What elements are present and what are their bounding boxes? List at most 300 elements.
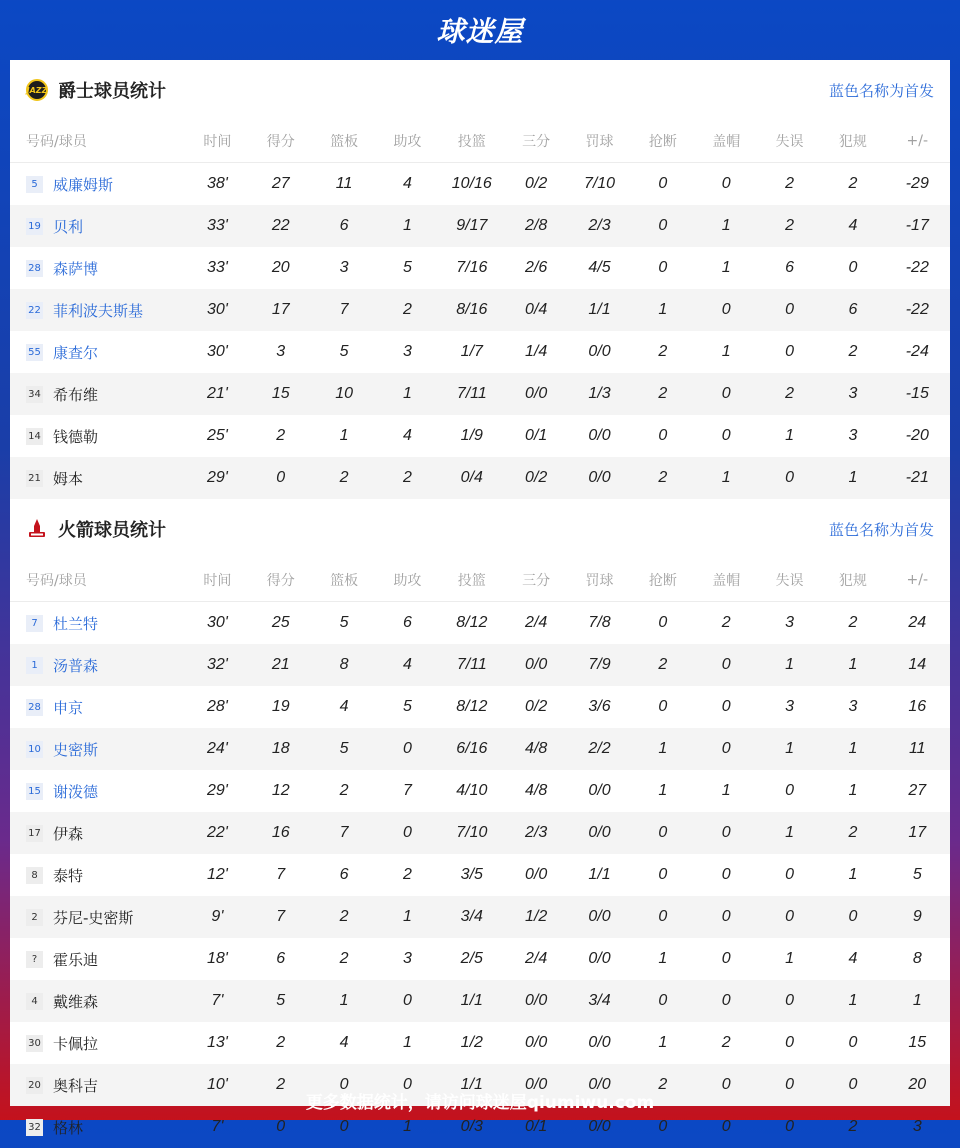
stat-cell: 0 bbox=[631, 205, 694, 247]
stat-cell: 8/12 bbox=[456, 698, 488, 715]
stat-cell: 3 bbox=[276, 343, 286, 360]
stat-cell: 25 bbox=[271, 614, 290, 631]
stat-cell: 4/5 bbox=[588, 259, 611, 276]
stat-cell: 3 bbox=[848, 427, 858, 444]
column-header: 篮板 bbox=[312, 559, 375, 602]
stat-cell: 0 bbox=[785, 1118, 794, 1135]
jersey-number-badge: 34 bbox=[26, 386, 43, 403]
player-row bbox=[10, 896, 950, 938]
player-row bbox=[10, 938, 950, 980]
stat-cell: 0 bbox=[721, 427, 731, 444]
stat-cell: 1 bbox=[695, 457, 758, 499]
player-name[interactable]: 希布维 bbox=[53, 385, 99, 404]
jazz-stats-table bbox=[10, 120, 950, 499]
stat-cell: 0 bbox=[785, 343, 794, 360]
jersey-number-badge: 55 bbox=[26, 344, 43, 361]
stat-cell: 1 bbox=[758, 728, 821, 770]
column-header: 助攻 bbox=[376, 120, 439, 163]
stat-cell: 2/3 bbox=[568, 205, 631, 247]
stat-cell: 1 bbox=[339, 427, 349, 444]
stat-cell: 2/2 bbox=[568, 728, 631, 770]
stat-cell: 3/5 bbox=[460, 866, 483, 883]
player-row bbox=[10, 1022, 950, 1064]
column-header: 时间 bbox=[186, 559, 249, 602]
stat-cell: 2 bbox=[276, 1034, 286, 1051]
stat-cell: 0 bbox=[721, 950, 731, 967]
stat-cell: 0 bbox=[821, 896, 884, 938]
player-cell bbox=[10, 938, 186, 980]
stat-cell: 7/16 bbox=[456, 259, 488, 276]
stat-cell: 0/0 bbox=[568, 896, 631, 938]
stat-cell: 1 bbox=[376, 896, 439, 938]
stat-cell: 3 bbox=[339, 259, 349, 276]
stat-cell: 7' bbox=[186, 980, 249, 1022]
column-header: 投篮 bbox=[439, 559, 504, 602]
rockets-header-row bbox=[10, 559, 950, 602]
stat-cell: 7' bbox=[211, 1118, 224, 1135]
player-cell bbox=[10, 854, 186, 896]
player-cell bbox=[10, 415, 186, 457]
stat-cell: 20 bbox=[885, 1064, 950, 1106]
stat-cell: 1 bbox=[658, 782, 668, 799]
stat-cell: 1 bbox=[821, 457, 884, 499]
stat-cell: 3/4 bbox=[439, 896, 504, 938]
player-row bbox=[10, 644, 950, 686]
stat-cell: 29' bbox=[186, 457, 249, 499]
stat-cell: 17 bbox=[249, 289, 312, 331]
jersey-number-badge: ? bbox=[26, 951, 43, 968]
column-header: 罚球 bbox=[568, 120, 631, 163]
stat-cell: 0/3 bbox=[460, 1118, 483, 1135]
player-name[interactable]: 申京 bbox=[53, 698, 84, 717]
stat-cell: 0/4 bbox=[439, 457, 504, 499]
player-cell bbox=[10, 1022, 186, 1064]
player-name[interactable]: 史密斯 bbox=[53, 740, 99, 759]
stat-cell: 1 bbox=[402, 1118, 412, 1135]
stat-cell: 0 bbox=[758, 896, 821, 938]
column-header: 时间 bbox=[186, 120, 249, 163]
column-header: 三分 bbox=[505, 559, 568, 602]
column-header: 抢断 bbox=[631, 120, 694, 163]
player-row bbox=[10, 163, 950, 206]
player-name[interactable]: 霍乐迪 bbox=[53, 950, 99, 969]
stat-cell: 24 bbox=[908, 614, 927, 631]
stat-cell: 2/4 bbox=[525, 614, 548, 631]
stat-cell: 4/8 bbox=[505, 728, 568, 770]
stat-cell: 30' bbox=[186, 289, 249, 331]
stat-cell: 0/0 bbox=[568, 457, 631, 499]
player-cell bbox=[10, 896, 186, 938]
stat-cell: 5 bbox=[402, 698, 412, 715]
stat-cell: -22 bbox=[885, 289, 950, 331]
stat-cell: 30' bbox=[206, 343, 228, 360]
stat-cell: 1/1 bbox=[439, 980, 504, 1022]
player-row bbox=[10, 812, 950, 854]
stat-cell: 1 bbox=[658, 950, 668, 967]
stat-cell: 2/3 bbox=[505, 812, 568, 854]
stat-cell: -29 bbox=[905, 175, 929, 192]
column-header: +/- bbox=[885, 120, 950, 163]
jersey-number-badge: 1 bbox=[26, 657, 43, 674]
stat-cell: 12' bbox=[206, 866, 228, 883]
stat-cell: 0 bbox=[721, 1118, 731, 1135]
jersey-number-badge: 14 bbox=[26, 428, 43, 445]
column-header: 三分 bbox=[505, 120, 568, 163]
player-name[interactable]: 格林 bbox=[53, 1118, 84, 1137]
jazz-header-row bbox=[10, 120, 950, 163]
stat-cell: 32' bbox=[186, 644, 249, 686]
stat-cell: 0 bbox=[658, 175, 668, 192]
stat-cell: 4/8 bbox=[525, 782, 548, 799]
stat-cell: 16 bbox=[249, 812, 312, 854]
stat-cell: 0 bbox=[758, 980, 821, 1022]
column-header: 抢断 bbox=[631, 559, 694, 602]
column-header: 犯规 bbox=[821, 559, 884, 602]
stat-cell: 7/10 bbox=[583, 175, 616, 192]
jersey-number-badge: 10 bbox=[26, 741, 43, 758]
stat-cell: 0/2 bbox=[525, 698, 548, 715]
player-cell bbox=[10, 686, 186, 728]
stat-cell: 2/5 bbox=[460, 950, 483, 967]
stat-cell: 22 bbox=[249, 205, 312, 247]
stat-cell: 21 bbox=[249, 644, 312, 686]
stat-cell: 0/0 bbox=[568, 1064, 631, 1106]
player-cell bbox=[10, 728, 186, 770]
player-name[interactable]: 奥科吉 bbox=[53, 1076, 99, 1095]
stat-cell: 1 bbox=[721, 343, 731, 360]
stat-cell: 18' bbox=[206, 950, 228, 967]
jersey-number-badge: 4 bbox=[26, 993, 43, 1010]
column-header: 篮板 bbox=[312, 120, 375, 163]
player-cell bbox=[10, 602, 186, 645]
player-cell bbox=[10, 980, 186, 1022]
stat-cell: 0 bbox=[695, 812, 758, 854]
player-name[interactable]: 钱德勒 bbox=[53, 427, 99, 446]
player-name[interactable]: 威廉姆斯 bbox=[53, 175, 114, 194]
stat-cell: 0 bbox=[695, 1064, 758, 1106]
player-name[interactable]: 菲利波夫斯基 bbox=[53, 301, 144, 320]
stat-cell: 10 bbox=[312, 373, 375, 415]
stat-cell: 0 bbox=[758, 1064, 821, 1106]
stat-cell: 0 bbox=[848, 259, 858, 276]
stat-cell: 6 bbox=[339, 866, 349, 883]
stat-cell: 1 bbox=[402, 1034, 412, 1051]
stat-cell: 0/1 bbox=[525, 1118, 548, 1135]
stat-cell: 19 bbox=[271, 698, 290, 715]
stat-cell: 0 bbox=[631, 896, 694, 938]
jazz-section-header bbox=[10, 60, 950, 120]
stat-cell: 9/17 bbox=[439, 205, 504, 247]
stat-cell: 2 bbox=[821, 812, 884, 854]
stat-cell: 0 bbox=[658, 259, 668, 276]
stat-cell: 1 bbox=[631, 728, 694, 770]
stat-cell: 3 bbox=[402, 950, 412, 967]
stat-cell: 0 bbox=[721, 175, 731, 192]
stat-cell: 2/6 bbox=[525, 259, 548, 276]
jersey-number-badge: 17 bbox=[26, 825, 43, 842]
player-cell bbox=[10, 812, 186, 854]
stat-cell: -22 bbox=[905, 259, 929, 276]
stat-cell: 0/0 bbox=[588, 1034, 611, 1051]
stat-cell: 0 bbox=[758, 457, 821, 499]
player-name[interactable]: 戴维森 bbox=[53, 992, 99, 1011]
stat-cell: 0/0 bbox=[505, 373, 568, 415]
stat-cell: 2 bbox=[848, 343, 858, 360]
stat-cell: 3/6 bbox=[588, 698, 611, 715]
stat-cell: 1 bbox=[821, 980, 884, 1022]
jersey-number-badge: 7 bbox=[26, 615, 43, 632]
stat-cell: 1 bbox=[885, 980, 950, 1022]
player-cell bbox=[10, 247, 186, 289]
player-cell bbox=[10, 331, 186, 373]
footer-banner: 更多数据统计，请访问球迷屋qiumiwu.com bbox=[305, 1092, 655, 1113]
stat-cell: 7/10 bbox=[439, 812, 504, 854]
stat-cell: 12 bbox=[271, 782, 290, 799]
stat-cell: 0 bbox=[376, 1064, 439, 1106]
jazz-starter-note: 蓝色名称为首发 bbox=[828, 81, 934, 100]
stat-cell: 2 bbox=[339, 950, 349, 967]
stat-cell: 7 bbox=[276, 866, 286, 883]
player-cell bbox=[10, 373, 186, 415]
stat-cell: 5 bbox=[339, 343, 349, 360]
column-header: 盖帽 bbox=[695, 120, 758, 163]
stat-cell: 0/2 bbox=[525, 175, 548, 192]
stat-cell: 1 bbox=[695, 205, 758, 247]
stat-cell: 6 bbox=[312, 205, 375, 247]
stat-cell: 38' bbox=[206, 175, 228, 192]
stat-cell: 1 bbox=[376, 205, 439, 247]
jersey-number-badge: 15 bbox=[26, 783, 43, 800]
player-row bbox=[10, 373, 950, 415]
stat-cell: 4 bbox=[821, 205, 884, 247]
stat-cell: 0/0 bbox=[588, 782, 611, 799]
stat-cell: 2/8 bbox=[505, 205, 568, 247]
stat-cell: 0 bbox=[376, 812, 439, 854]
stat-cell: 22' bbox=[186, 812, 249, 854]
stat-cell: 1 bbox=[848, 866, 858, 883]
stat-cell: 7/11 bbox=[439, 373, 504, 415]
stat-cell: 0/0 bbox=[525, 866, 548, 883]
stat-cell: 0 bbox=[276, 1118, 286, 1135]
player-name[interactable]: 森萨博 bbox=[53, 259, 99, 278]
stat-cell: 7/8 bbox=[588, 614, 611, 631]
column-header: +/- bbox=[885, 559, 950, 602]
stat-cell: 13' bbox=[206, 1034, 228, 1051]
stat-cell: 3 bbox=[402, 343, 412, 360]
stat-cell: 0 bbox=[758, 289, 821, 331]
stat-cell: 0 bbox=[695, 896, 758, 938]
stat-cell: 0 bbox=[721, 866, 731, 883]
stat-cell: 0/0 bbox=[568, 812, 631, 854]
stat-cell: 2 bbox=[376, 457, 439, 499]
stat-cell: 0 bbox=[785, 866, 794, 883]
stat-cell: 33' bbox=[206, 259, 228, 276]
stat-cell: 2 bbox=[848, 1118, 858, 1135]
column-header: 失误 bbox=[758, 120, 821, 163]
player-cell bbox=[10, 644, 186, 686]
stat-cell: 1 bbox=[785, 950, 794, 967]
stat-cell: 28' bbox=[206, 698, 228, 715]
stat-cell: 1 bbox=[721, 782, 731, 799]
stat-cell: 0/0 bbox=[588, 1118, 611, 1135]
player-row bbox=[10, 415, 950, 457]
stat-cell: 3 bbox=[912, 1118, 922, 1135]
stat-cell: 15 bbox=[908, 1034, 927, 1051]
stat-cell: 3 bbox=[821, 373, 884, 415]
jersey-number-badge: 28 bbox=[26, 260, 43, 277]
player-row bbox=[10, 247, 950, 289]
stat-cell: 1 bbox=[631, 289, 694, 331]
column-header: 罚球 bbox=[568, 559, 631, 602]
stat-cell: 7/9 bbox=[568, 644, 631, 686]
stat-cell: 2 bbox=[721, 614, 731, 631]
stat-cell: 4 bbox=[339, 1034, 349, 1051]
stat-cell: 4/10 bbox=[456, 782, 488, 799]
player-name[interactable]: 芬尼-史密斯 bbox=[53, 908, 134, 927]
column-header: 号码/球员 bbox=[10, 559, 186, 602]
column-header: 投篮 bbox=[439, 120, 504, 163]
stat-cell: 1 bbox=[312, 980, 375, 1022]
stat-cell: 0/0 bbox=[505, 980, 568, 1022]
stat-cell: 8/12 bbox=[456, 614, 488, 631]
stat-cell: 5 bbox=[249, 980, 312, 1022]
stat-cell: 1/3 bbox=[568, 373, 631, 415]
jersey-number-badge: 8 bbox=[26, 867, 43, 884]
stat-cell: 5 bbox=[339, 614, 349, 631]
stat-cell: 7 bbox=[249, 896, 312, 938]
stat-cell: 0 bbox=[658, 698, 668, 715]
player-cell bbox=[10, 163, 186, 206]
stat-cell: 24' bbox=[186, 728, 249, 770]
stat-cell: 1/2 bbox=[505, 896, 568, 938]
stat-cell: 4 bbox=[339, 698, 349, 715]
stat-cell: 3 bbox=[848, 698, 858, 715]
player-name[interactable]: 卡佩拉 bbox=[53, 1034, 99, 1053]
stat-cell: 7 bbox=[402, 782, 412, 799]
stat-cell: 0 bbox=[695, 373, 758, 415]
player-name[interactable]: 谢泼德 bbox=[53, 782, 99, 801]
stat-cell: 1/1 bbox=[439, 1064, 504, 1106]
column-header: 得分 bbox=[249, 559, 312, 602]
stat-cell: 2 bbox=[848, 175, 858, 192]
jersey-number-badge: 5 bbox=[26, 176, 43, 193]
stat-cell: 15 bbox=[249, 373, 312, 415]
stat-cell: 0 bbox=[695, 289, 758, 331]
stat-cell: 2 bbox=[758, 373, 821, 415]
stat-cell: 4 bbox=[848, 950, 858, 967]
stat-cell: 0 bbox=[312, 1064, 375, 1106]
player-cell bbox=[10, 457, 186, 499]
stat-cell: 11 bbox=[885, 728, 950, 770]
jazz-logo-icon: JAZZ bbox=[26, 79, 48, 101]
stat-cell: 7 bbox=[312, 289, 375, 331]
player-cell bbox=[10, 205, 186, 247]
stat-cell: 2 bbox=[276, 427, 286, 444]
stat-cell: 0 bbox=[376, 980, 439, 1022]
jazz-section-title: 爵士球员统计 bbox=[58, 81, 166, 102]
rockets-stats-table bbox=[10, 559, 950, 1148]
stat-cell: 2/4 bbox=[525, 950, 548, 967]
stat-cell: 18 bbox=[249, 728, 312, 770]
stat-cell: 2 bbox=[376, 289, 439, 331]
player-name[interactable]: 汤普森 bbox=[53, 656, 99, 675]
stat-cell: 6 bbox=[821, 289, 884, 331]
stat-cell: 5 bbox=[402, 259, 412, 276]
stat-cell: 1/1 bbox=[588, 866, 611, 883]
player-row bbox=[10, 686, 950, 728]
player-row bbox=[10, 980, 950, 1022]
stat-cell: -17 bbox=[885, 205, 950, 247]
rockets-logo-icon bbox=[26, 518, 48, 540]
stat-cell: 8 bbox=[312, 644, 375, 686]
stat-cell: 8/16 bbox=[439, 289, 504, 331]
player-row bbox=[10, 602, 950, 645]
stat-cell: 1 bbox=[785, 427, 794, 444]
stat-cell: 9 bbox=[885, 896, 950, 938]
stat-cell: 2 bbox=[658, 343, 668, 360]
player-row bbox=[10, 854, 950, 896]
player-name[interactable]: 伊森 bbox=[53, 824, 84, 843]
stat-cell: 0 bbox=[631, 980, 694, 1022]
stat-cell: 2 bbox=[312, 457, 375, 499]
stat-cell: 1/1 bbox=[568, 289, 631, 331]
player-cell bbox=[10, 770, 186, 812]
column-header: 得分 bbox=[249, 120, 312, 163]
stat-cell: -20 bbox=[905, 427, 929, 444]
stat-cell: 1 bbox=[758, 644, 821, 686]
stat-cell: 0 bbox=[249, 457, 312, 499]
stat-cell: 3 bbox=[785, 614, 794, 631]
player-name[interactable]: 泰特 bbox=[53, 866, 84, 885]
player-row bbox=[10, 205, 950, 247]
stat-cell: 2 bbox=[249, 1064, 312, 1106]
stat-cell: 2 bbox=[631, 1064, 694, 1106]
stat-cell: 6 bbox=[402, 614, 412, 631]
stat-cell: 7 bbox=[312, 812, 375, 854]
stat-cell: 0/0 bbox=[505, 1064, 568, 1106]
stat-cell: 0/0 bbox=[588, 950, 611, 967]
stat-cell: 0 bbox=[695, 644, 758, 686]
stat-cell: 1/4 bbox=[525, 343, 548, 360]
stat-cell: 0 bbox=[821, 1064, 884, 1106]
column-header: 犯规 bbox=[821, 120, 884, 163]
stat-cell: 1 bbox=[821, 644, 884, 686]
stat-cell: 10' bbox=[186, 1064, 249, 1106]
stat-cell: 11 bbox=[335, 175, 353, 192]
stat-cell: 27 bbox=[271, 175, 290, 192]
stat-cell: 0 bbox=[631, 812, 694, 854]
player-name[interactable]: 姆本 bbox=[53, 469, 84, 488]
stat-cell: 0 bbox=[658, 1118, 668, 1135]
player-name[interactable]: 康查尔 bbox=[53, 343, 99, 362]
player-name[interactable]: 杜兰特 bbox=[53, 614, 99, 633]
stat-cell: 2 bbox=[631, 457, 694, 499]
stat-cell: 9' bbox=[186, 896, 249, 938]
stat-cell: 1 bbox=[721, 259, 731, 276]
stat-cell: 2 bbox=[758, 205, 821, 247]
stat-cell: 0 bbox=[785, 782, 794, 799]
stat-cell: 30' bbox=[206, 614, 228, 631]
stat-cell: 0/2 bbox=[505, 457, 568, 499]
stat-cell: 4 bbox=[402, 427, 412, 444]
player-row bbox=[10, 289, 950, 331]
stat-cell: 0 bbox=[658, 866, 668, 883]
rockets-section-header bbox=[10, 499, 950, 559]
jersey-number-badge: 28 bbox=[26, 699, 43, 716]
stat-cell: 25' bbox=[206, 427, 228, 444]
site-logo: 球迷屋 bbox=[436, 15, 524, 48]
player-name[interactable]: 贝利 bbox=[53, 217, 84, 236]
